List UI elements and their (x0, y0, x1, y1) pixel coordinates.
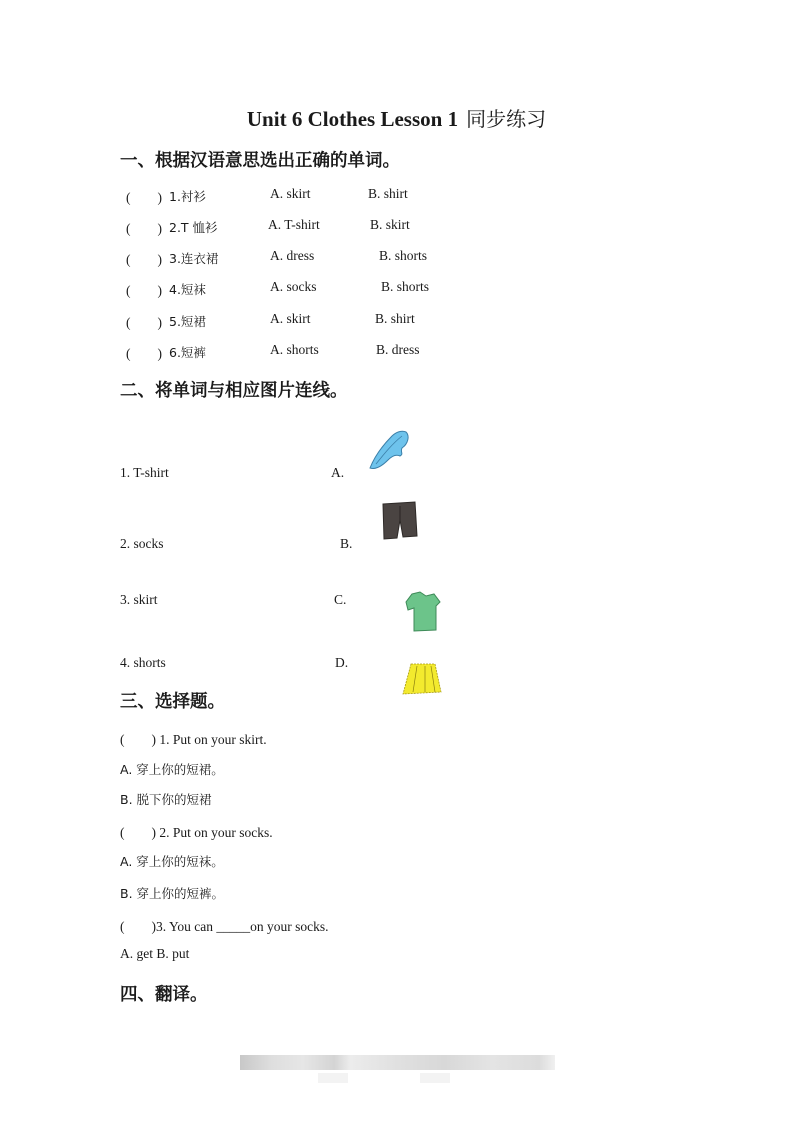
question-1-option-b: B. 脱下你的短裙 (120, 792, 212, 807)
question-text: 5.短裙 (169, 314, 206, 329)
question-text: 6.短裤 (169, 345, 206, 360)
answer-blank[interactable]: ( ) (126, 283, 162, 298)
blurred-footer-watermark (240, 1055, 555, 1070)
option-b: B. shorts (379, 248, 428, 263)
option-a: A. skirt (270, 186, 311, 201)
blue-socks-picture[interactable] (366, 428, 412, 472)
option-a: A. dress (270, 248, 315, 263)
question-3-options: A. get B. put (120, 946, 190, 961)
question-3: ( )3. You can _____on your socks. (120, 919, 329, 934)
option-a: A. shorts (270, 342, 319, 357)
option-b: B. skirt (370, 217, 410, 232)
question-2: ( ) 2. Put on your socks. (120, 825, 273, 840)
brown-shorts-picture[interactable] (381, 500, 419, 540)
question-text: 2.T 恤衫 (169, 220, 218, 235)
picture-label: B. (340, 536, 353, 551)
answer-blank[interactable]: ( ) (126, 252, 162, 267)
match-word[interactable]: 3. skirt (120, 592, 158, 607)
option-a: A. T-shirt (268, 217, 320, 232)
match-word[interactable]: 1. T-shirt (120, 465, 169, 480)
title-chinese: 同步练习 (466, 107, 547, 131)
answer-blank[interactable]: ( ) (126, 221, 162, 236)
option-a: A. skirt (270, 311, 311, 326)
question-1-option-a: A. 穿上你的短裙。 (120, 762, 224, 777)
question-2-option-b: B. 穿上你的短裤。 (120, 886, 225, 901)
question-text: 1.衬衫 (169, 189, 206, 204)
section2-heading: 二、将单词与相应图片连线。 (120, 381, 348, 401)
yellow-skirt-picture[interactable] (401, 662, 443, 696)
section3-heading: 三、选择题。 (120, 692, 225, 712)
match-word[interactable]: 4. shorts (120, 655, 166, 670)
picture-label: C. (334, 592, 347, 607)
title-english: Unit 6 Clothes Lesson 1 (246, 107, 459, 131)
option-b: B. dress (376, 342, 420, 357)
page-title (0, 103, 793, 132)
answer-blank[interactable]: ( ) (126, 346, 162, 361)
picture-label: A. (331, 465, 345, 480)
option-b: B. shirt (368, 186, 408, 201)
section4-heading: 四、翻译。 (120, 985, 208, 1005)
picture-label: D. (335, 655, 349, 670)
section1-heading: 一、根据汉语意思选出正确的单词。 (120, 151, 400, 171)
question-text: 4.短袜 (169, 282, 206, 297)
option-b: B. shorts (381, 279, 430, 294)
option-b: B. shirt (375, 311, 415, 326)
match-word[interactable]: 2. socks (120, 536, 164, 551)
blurred-footer-fragment (420, 1073, 450, 1083)
blurred-footer-fragment (318, 1073, 348, 1083)
question-text: 3.连衣裙 (169, 251, 219, 266)
option-a: A. socks (270, 279, 317, 294)
question-2-option-a: A. 穿上你的短袜。 (120, 854, 224, 869)
question-1: ( ) 1. Put on your skirt. (120, 732, 267, 747)
green-tshirt-picture[interactable] (404, 590, 442, 634)
answer-blank[interactable]: ( ) (126, 190, 162, 205)
answer-blank[interactable]: ( ) (126, 315, 162, 330)
